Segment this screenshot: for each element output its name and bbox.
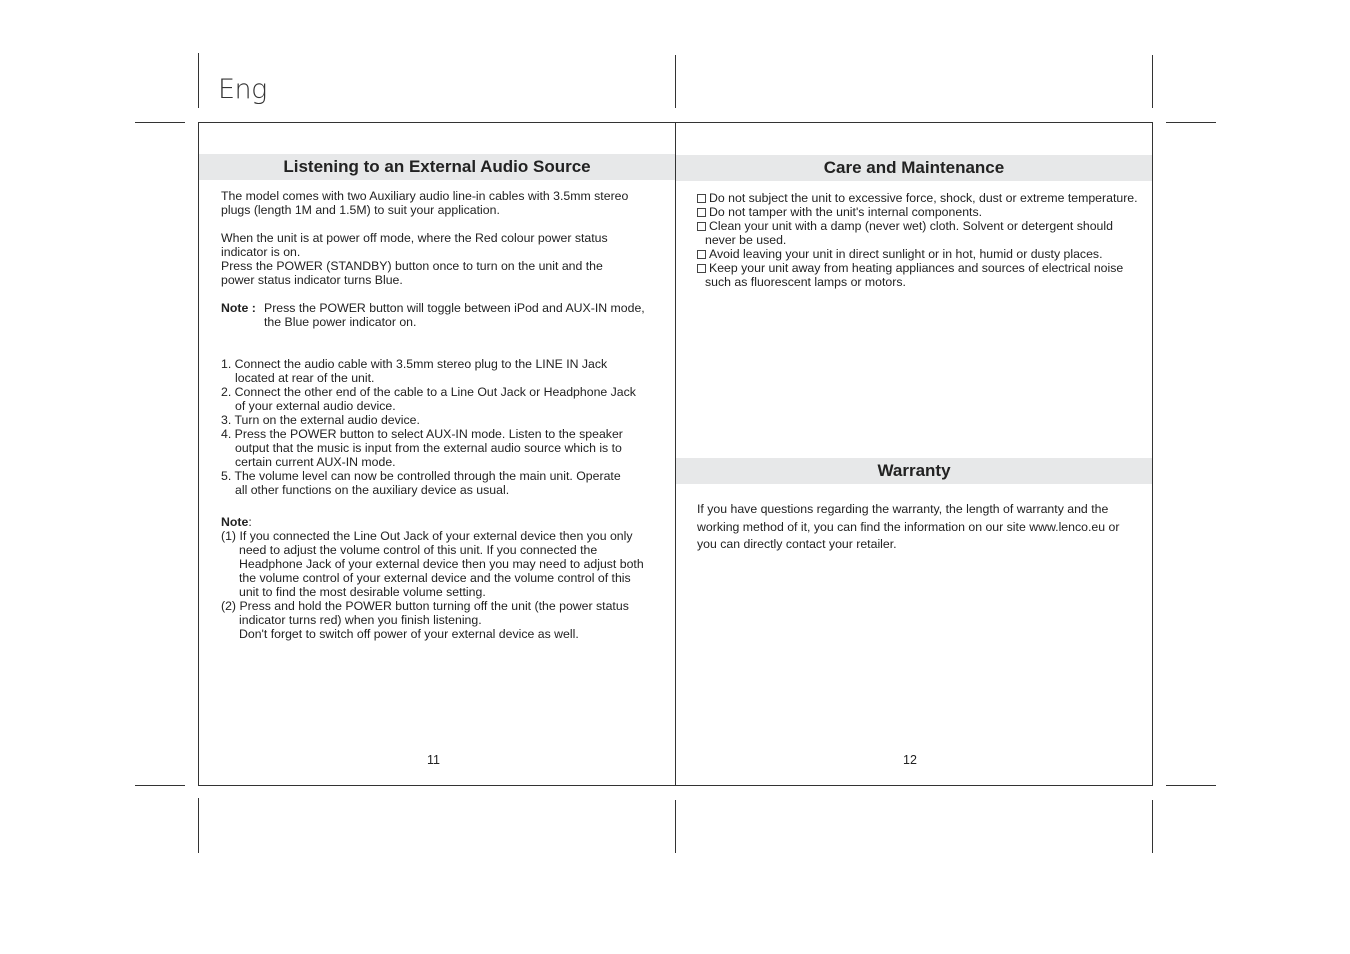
text-line: indicator is on. [221,245,301,259]
page-number-right: 12 [903,753,917,767]
list-item: 3. Turn on the external audio device. [221,413,420,427]
trim-mark [135,785,185,786]
list-item: Keep your unit away from heating appliances and sources of electrical noise such as fluorescent lamps or motors. [697,261,1147,289]
text-line: power status indicator turns Blue. [221,273,403,287]
list-item-cont: indicator turns red) when you finish listening. [239,613,482,627]
checkbox-bullet-icon [697,264,706,273]
list-item: 4. Press the POWER button to select AUX-IN mode. Listen to the speaker [221,427,623,441]
list-item: Do not tamper with the unit's internal components. [697,205,1147,219]
checkbox-bullet-icon [697,208,706,217]
note-block [221,301,671,329]
left-page-body [221,189,671,641]
list-item-cont: certain current AUX-IN mode. [235,455,396,469]
list-item: (2) Press and hold the POWER button turning off the unit (the power status [221,599,629,613]
trim-mark [1166,785,1216,786]
section-heading-care: Care and Maintenance [676,155,1152,181]
text-line: Press the POWER (STANDBY) button once to turn on the unit and the [221,259,603,273]
checkbox-bullet-icon [697,222,706,231]
list-item-cont: output that the music is input from the external audio source which is to [235,441,622,455]
trim-mark [675,55,676,108]
list-item-cont: all other functions on the auxiliary device as usual. [235,483,510,497]
list-item: 5. The volume level can now be controlled through the main unit. Operate [221,469,621,483]
list-item: 1. Connect the audio cable with 3.5mm stereo plug to the LINE IN Jack [221,357,608,371]
trim-mark [675,800,676,853]
trim-mark [1152,800,1153,853]
text-line: the Blue power indicator on. [264,315,417,329]
warranty-text [697,501,1147,554]
list-item-cont: the volume control of your external device and the volume control of this [239,571,631,585]
page-frame-right [1152,122,1153,786]
trim-mark [198,53,199,108]
list-item: Clean your unit with a damp (never wet) cloth. Solvent or detergent should never be used. [697,219,1147,247]
note2-heading: Note: [221,515,252,529]
trim-mark [135,122,185,123]
text-line: The model comes with two Auxiliary audio line-in cables with 3.5mm stereo [221,189,629,203]
care-list [697,191,1147,289]
text-line: you can directly contact your retailer. [697,537,897,551]
list-item-cont: Don't forget to switch off power of your external device as well. [239,627,579,641]
list-item: (1) If you connected the Line Out Jack of your external device then you only [221,529,633,543]
page-number-left: 11 [427,753,440,767]
list-item-cont: located at rear of the unit. [235,371,375,385]
list-item: Avoid leaving your unit in direct sunlight or in hot, humid or dusty places. [697,247,1147,261]
trim-mark [1166,122,1216,123]
steps-list [221,357,671,497]
note2-label: Note [221,515,249,529]
list-item-cont: of your external audio device. [235,399,396,413]
text-line: Press the POWER button will toggle between iPod and AUX-IN mode, [264,301,645,315]
page-divider [675,122,676,786]
trim-mark [1152,55,1153,108]
section-heading-external-audio: Listening to an External Audio Source [199,154,675,180]
language-tag: Eng [218,74,267,105]
list-item-cont: Headphone Jack of your external device then you may need to adjust both [239,557,644,571]
trim-mark [198,798,199,853]
checkbox-bullet-icon [697,250,706,259]
text-line: plugs (length 1M and 1.5M) to suit your application. [221,203,500,217]
list-item: 2. Connect the other end of the cable to a Line Out Jack or Headphone Jack [221,385,636,399]
list-item-cont: unit to find the most desirable volume setting. [239,585,486,599]
list-item: Do not subject the unit to excessive force, shock, dust or extreme temperature. [697,191,1147,205]
page-frame-left [198,122,199,786]
checkbox-bullet-icon [697,194,706,203]
text-line: If you have questions regarding the warranty, the length of warranty and the [697,502,1109,516]
text-line: working method of it, you can find the information on our site www.lenco.eu or [697,519,1120,534]
text-line: When the unit is at power off mode, where the Red colour power status [221,231,608,245]
list-item-cont: need to adjust the volume control of this unit. If you connected the [239,543,598,557]
note-label: Note : [221,301,256,315]
section-heading-warranty: Warranty [676,458,1152,484]
